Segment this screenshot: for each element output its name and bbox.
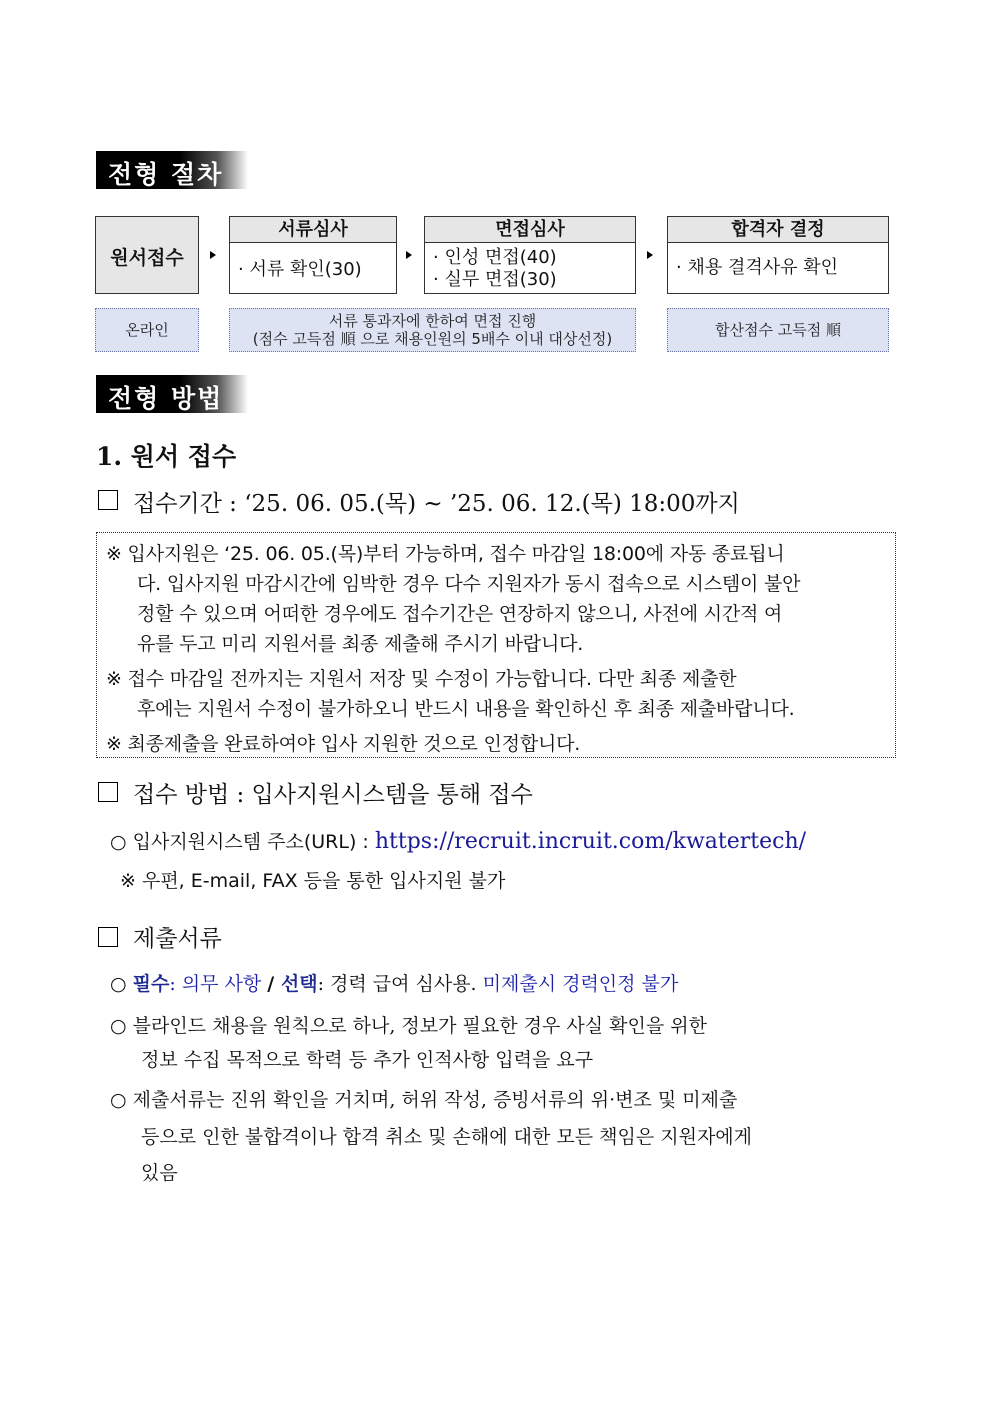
step-final-title: 합격자 결정 — [668, 217, 888, 243]
url-label: ○ 입사지원시스템 주소(URL) : — [110, 831, 375, 853]
note-interview — [229, 308, 636, 352]
docs-bullet-3-line2: 등으로 인한 불합격이나 합격 취소 및 손해에 대한 모든 책임은 지원자에게 — [141, 1126, 753, 1148]
step-interview-item-1: · 인성 면접(40) — [433, 247, 557, 268]
notice-line: ※ 접수 마감일 전까지는 지원서 저장 및 수정이 가능합니다. 다만 최종 제출한 — [106, 668, 737, 690]
note-final — [667, 308, 889, 352]
step-document-review — [229, 216, 397, 294]
step-document-item: · 서류 확인(30) — [238, 259, 362, 280]
application-method: 접수 방법 : 입사지원시스템을 통해 접수 — [133, 782, 533, 808]
step-document-title: 서류심사 — [230, 217, 396, 243]
optional-label: 선택 — [280, 973, 318, 995]
documents-title: 제출서류 — [133, 926, 222, 952]
step-interview-item-2: · 실무 면접(30) — [433, 269, 557, 290]
warning-text: 미제출시 경력인정 불가 — [482, 973, 679, 995]
note-final-text: 합산점수 고득점 順 — [715, 321, 841, 339]
note-online-text: 온라인 — [125, 321, 169, 339]
checkbox-square-icon — [98, 927, 118, 947]
docs-bullet-2-line1: ○ 블라인드 채용을 원칙으로 하나, 정보가 필요한 경우 사실 확인을 위한 — [110, 1015, 707, 1037]
notice-line: 유를 두고 미리 지원서를 최종 제출해 주시기 바랍니다. — [137, 633, 584, 655]
notice-line: 정할 수 있으며 어떠한 경우에도 접수기간은 연장하지 않으니, 사전에 시간적 여 — [137, 603, 783, 625]
step-final-item: · 채용 결격사유 확인 — [676, 257, 838, 278]
notice-line: ※ 최종제출을 완료하여야 입사 지원한 것으로 인정합니다. — [106, 733, 581, 755]
docs-bullet-prefix: ○ — [110, 973, 133, 995]
note-interview-line1: 서류 통과자에 한하여 면접 진행 — [328, 312, 537, 330]
checkbox-square-icon — [98, 490, 118, 510]
section-title-procedure: 전형 절차 — [96, 151, 248, 189]
arrow-right-icon — [647, 251, 653, 259]
optional-text: : 경력 급여 심사용. — [317, 973, 483, 995]
section-title-method: 전형 방법 — [96, 375, 248, 413]
docs-bullet-3-line3: 있음 — [141, 1162, 178, 1184]
method-note: ※ 우편, E-mail, FAX 등을 통한 입사지원 불가 — [120, 870, 506, 892]
note-online — [95, 308, 199, 352]
checkbox-square-icon — [98, 782, 118, 802]
url-bullet — [110, 827, 806, 854]
notice-line: ※ 입사지원은 ‘25. 06. 05.(목)부터 가능하며, 접수 마감일 18:00에 자동 종료됩니 — [106, 543, 785, 565]
recruit-url-link[interactable]: https://recruit.incruit.com/kwatertech/ — [374, 829, 807, 854]
required-text: : 의무 사항 — [169, 973, 268, 995]
step-interview — [424, 216, 636, 294]
docs-bullet-1 — [110, 969, 678, 996]
step-final-decision — [667, 216, 889, 294]
application-period: 접수기간 : ‘25. 06. 05.(목) ~ ’25. 06. 12.(목) 18:00까지 — [133, 491, 740, 517]
step-interview-title: 면접심사 — [425, 217, 635, 243]
step-application — [95, 216, 199, 294]
arrow-right-icon — [406, 251, 412, 259]
arrow-right-icon — [210, 251, 216, 259]
step-application-label: 원서접수 — [110, 247, 184, 269]
notice-line: 후에는 지원서 수정이 불가하오니 반드시 내용을 확인하신 후 최종 제출바랍니다. — [137, 698, 795, 720]
heading-application: 1. 원서 접수 — [96, 442, 237, 471]
required-label: 필수 — [132, 973, 170, 995]
notice-line: 다. 입사지원 마감시간에 임박한 경우 다수 지원자가 동시 접속으로 시스템이 불안 — [137, 573, 801, 595]
docs-bullet-3-line1: ○ 제출서류는 진위 확인을 거치며, 허위 작성, 증빙서류의 위·변조 및 미제출 — [110, 1089, 738, 1111]
note-interview-line2: (점수 고득점 順 으로 채용인원의 5배수 이내 대상선정) — [252, 330, 613, 348]
slash-separator: / — [267, 973, 281, 995]
docs-bullet-2-line2: 정보 수집 목적으로 학력 등 추가 인적사항 입력을 요구 — [141, 1049, 594, 1071]
